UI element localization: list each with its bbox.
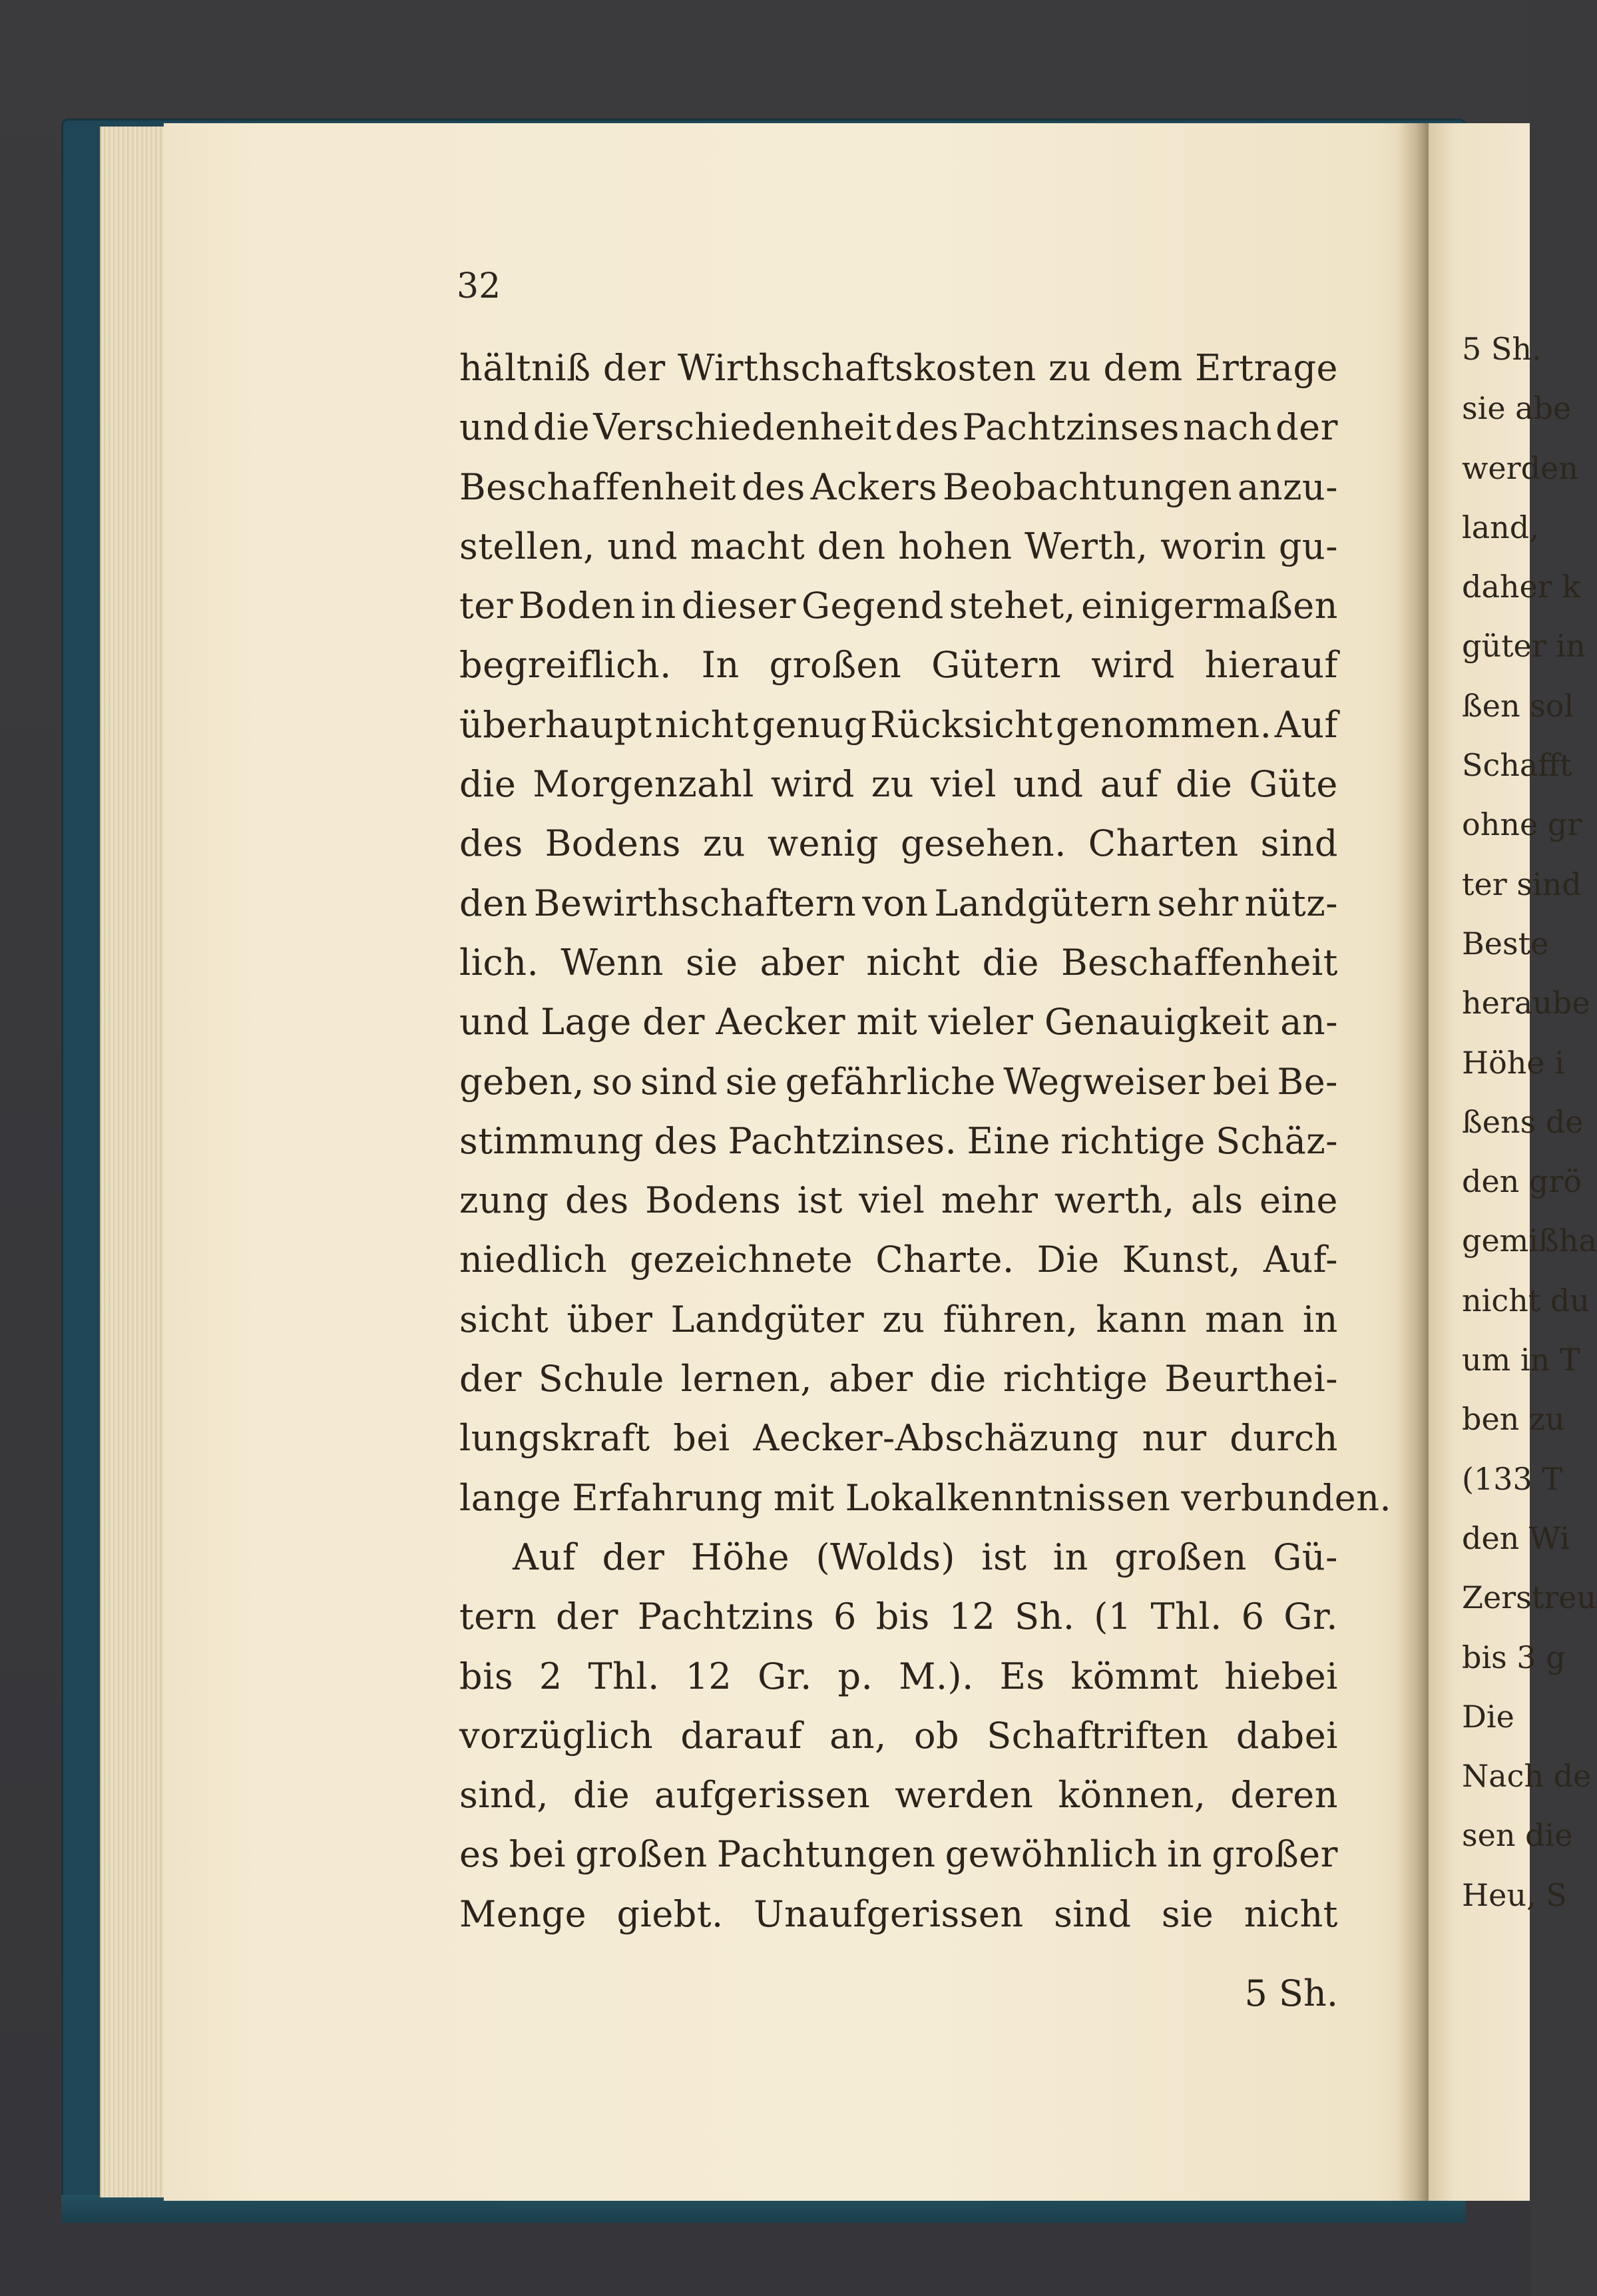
- text-line: und die Verschiedenheit des Pachtzinses nach der: [459, 406, 1338, 449]
- next-page-line: ohne gr: [1462, 806, 1582, 843]
- text-line: begreiflich. In großen Gütern wird hierauf: [459, 644, 1338, 687]
- next-page-line: um in T: [1462, 1342, 1580, 1378]
- text-line: ter Boden in dieser Gegend stehet, einigermaßen: [459, 585, 1338, 627]
- text-line: stellen, und macht den hohen Werth, worin gu-: [459, 525, 1338, 567]
- text-line: lungskraft bei Aecker-Abschäzung nur durch: [459, 1417, 1338, 1460]
- text-line: lich. Wenn sie aber nicht die Beschaffenheit: [459, 941, 1338, 984]
- next-page-line: (133 T: [1462, 1460, 1563, 1497]
- body-text: [459, 338, 1392, 1944]
- next-page-line: land,: [1462, 509, 1539, 545]
- text-line: geben, so sind sie gefährliche Wegweiser bei Be-: [459, 1060, 1338, 1103]
- text-line: vorzüglich darauf an, ob Schaftriften dabei: [459, 1714, 1338, 1757]
- text-line: der Schule lernen, aber die richtige Beurthei-: [459, 1358, 1338, 1400]
- text-line: Beschaffenheit des Ackers Beobachtungen anzu-: [459, 465, 1338, 508]
- catchword: 5 Sh.: [1244, 1972, 1338, 2014]
- text-line: den Bewirthschaftern von Landgütern sehr nütz-: [459, 882, 1338, 924]
- next-page-line: Höhe i: [1462, 1044, 1564, 1081]
- next-page-line: güter in: [1462, 628, 1586, 665]
- text-line: niedlich gezeichnete Charte. Die Kunst, Auf-: [459, 1239, 1338, 1281]
- text-line: und Lage der Aecker mit vieler Genauigkeit an-: [459, 1001, 1338, 1043]
- next-page-line: ter sind: [1462, 866, 1582, 902]
- text-line: Auf der Höhe (Wolds) ist in großen Gü-: [513, 1536, 1338, 1578]
- text-line: bis 2 Thl. 12 Gr. p. M.). Es kömmt hiebei: [459, 1655, 1338, 1697]
- page-number: 32: [457, 266, 501, 306]
- text-line: des Bodens zu wenig gesehen. Charten sind: [459, 822, 1338, 865]
- text-line: die Morgenzahl wird zu viel und auf die Güte: [459, 763, 1338, 806]
- book-gutter: [1398, 123, 1429, 2201]
- text-line: sicht über Landgüter zu führen, kann man in: [459, 1298, 1338, 1340]
- text-line: überhaupt nicht genug Rücksicht genommen. Auf: [459, 703, 1338, 746]
- next-page-line: Zerstreu: [1462, 1579, 1597, 1616]
- text-line: lange Erfahrung mit Lokalkenntnissen verbunden.: [459, 1476, 1392, 1519]
- next-page-line: 5 Sh.: [1462, 331, 1542, 367]
- next-page-line: werden: [1462, 449, 1578, 486]
- next-page-line: Die: [1462, 1698, 1514, 1735]
- next-page-line: Schafft: [1462, 747, 1572, 784]
- next-page-line: ßen sol: [1462, 687, 1574, 724]
- text-line: tern der Pachtzins 6 bis 12 Sh. (1 Thl. 6 Gr.: [459, 1595, 1338, 1638]
- next-page-line: Beste: [1462, 925, 1549, 962]
- next-page-line: Heu, S: [1462, 1876, 1567, 1913]
- next-page-line: nicht du: [1462, 1282, 1590, 1318]
- next-page-line: den grö: [1462, 1163, 1582, 1200]
- text-line: Menge giebt. Unaufgerissen sind sie nicht: [459, 1892, 1338, 1935]
- next-page-text: [1462, 320, 1597, 1925]
- next-page-line: ben zu: [1462, 1401, 1565, 1438]
- next-page-line: gemißha: [1462, 1223, 1597, 1259]
- next-page-line: daher k: [1462, 569, 1581, 605]
- text-line: stimmung des Pachtzinses. Eine richtige Schäz-: [459, 1119, 1338, 1162]
- next-page-line: bis 3 g: [1462, 1639, 1566, 1675]
- text-line: zung des Bodens ist viel mehr werth, als eine: [459, 1179, 1338, 1222]
- text-line: es bei großen Pachtungen gewöhnlich in großer: [459, 1833, 1338, 1876]
- next-page-line: ßens de: [1462, 1103, 1584, 1140]
- next-page-line: sen die: [1462, 1817, 1573, 1854]
- next-page-line: heraube: [1462, 985, 1590, 1021]
- text-line: hältniß der Wirthschaftskosten zu dem Ertrage: [459, 347, 1338, 389]
- next-page-line: sie abe: [1462, 390, 1572, 427]
- text-line: sind, die aufgerissen werden können, deren: [459, 1774, 1338, 1817]
- page-edges: [100, 127, 165, 2197]
- next-page-line: den Wi: [1462, 1520, 1570, 1556]
- next-page-line: Nach de: [1462, 1758, 1592, 1795]
